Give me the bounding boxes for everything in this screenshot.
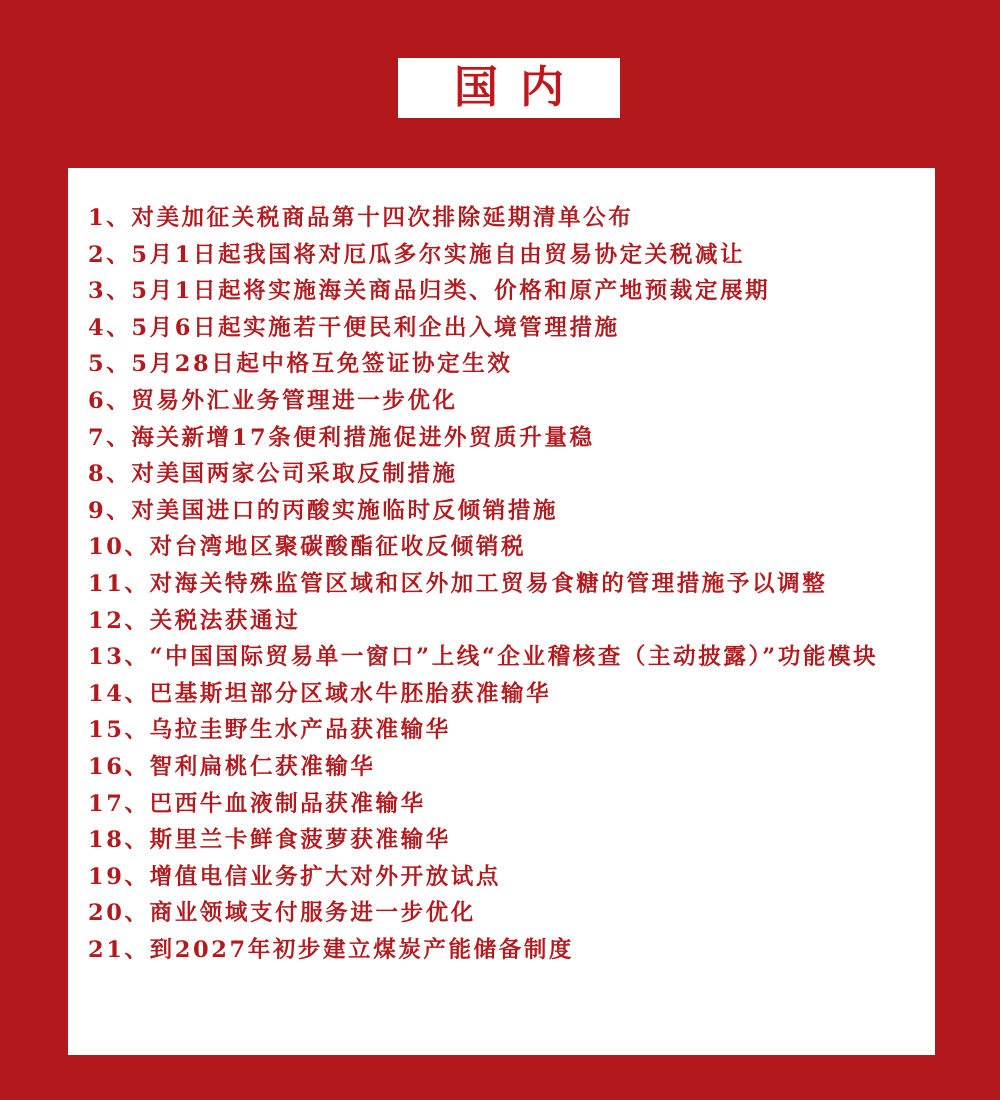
list-item: 17、巴西牛血液制品获准输华 xyxy=(88,790,426,817)
page-title: 国内 xyxy=(454,62,586,113)
news-list-panel xyxy=(68,168,935,1055)
list-item: 6、贸易外汇业务管理进一步优化 xyxy=(88,387,458,414)
list-item: 15、乌拉圭野生水产品获准输华 xyxy=(88,717,451,744)
list-item: 3、5月1日起将实施海关商品归类、价格和原产地预裁定展期 xyxy=(88,278,771,305)
list-item: 11、对海关特殊监管区域和区外加工贸易食糖的管理措施予以调整 xyxy=(88,570,828,597)
list-item: 14、巴基斯坦部分区域水牛胚胎获准输华 xyxy=(88,680,552,707)
list-item: 5、5月28日起中格互免签证协定生效 xyxy=(88,351,513,378)
list-item: 8、对美国两家公司采取反制措施 xyxy=(88,461,458,488)
list-item: 16、智利扁桃仁获准输华 xyxy=(88,753,376,780)
list-item: 13、“中国国际贸易单一窗口”上线“企业稽核查（主动披露）”功能模块 xyxy=(88,644,879,671)
list-item: 18、斯里兰卡鲜食菠萝获准输华 xyxy=(88,827,451,854)
list-item: 2、5月1日起我国将对厄瓜多尔实施自由贸易协定关税减让 xyxy=(88,241,746,268)
list-item: 4、5月6日起实施若干便民利企出入境管理措施 xyxy=(88,314,620,341)
list-item: 1、对美加征关税商品第十四次排除延期清单公布 xyxy=(88,205,634,231)
list-item: 20、商业领域支付服务进一步优化 xyxy=(88,900,476,927)
news-list xyxy=(88,200,929,968)
list-item: 19、增值电信业务扩大对外开放试点 xyxy=(88,863,502,890)
list-item: 9、对美国进口的丙酸实施临时反倾销措施 xyxy=(88,497,559,524)
list-item: 12、关税法获通过 xyxy=(88,607,301,634)
list-item: 10、对台湾地区聚碳酸酯征收反倾销税 xyxy=(88,534,527,561)
list-item: 7、海关新增17条便利措施促进外贸质升量稳 xyxy=(88,424,595,451)
title-banner xyxy=(398,58,620,118)
list-item: 21、到2027年初步建立煤炭产能储备制度 xyxy=(88,936,575,963)
